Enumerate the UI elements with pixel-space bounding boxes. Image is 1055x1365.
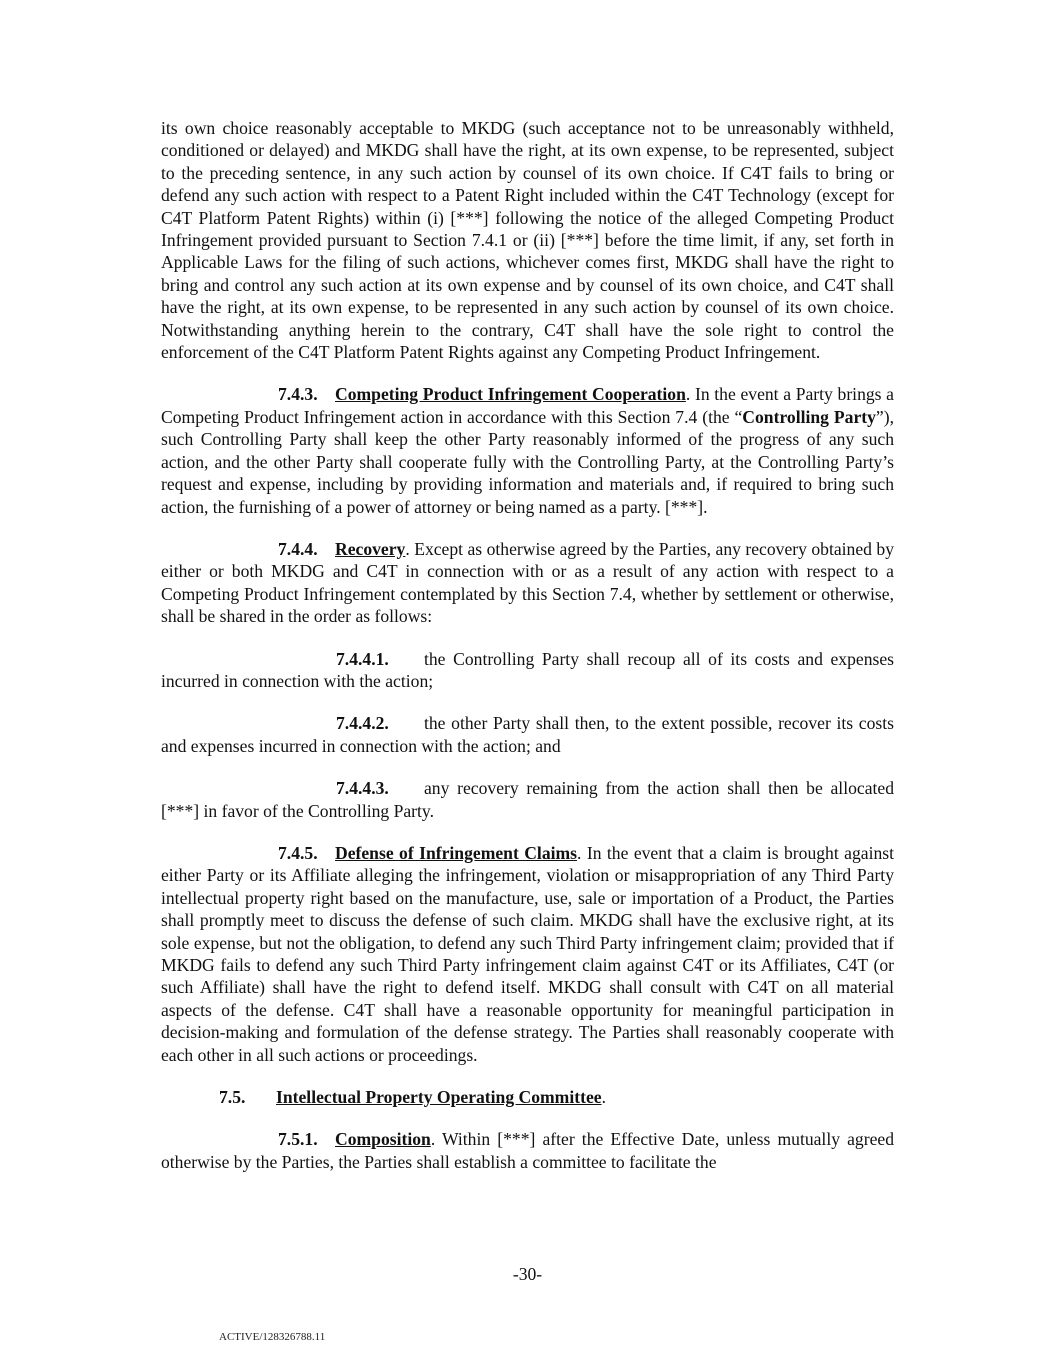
defined-term: Controlling Party (742, 406, 876, 427)
section-7-4-4-1 (161, 648, 894, 693)
section-number: 7.4.4.2. (336, 713, 389, 734)
section-7-4-5 (161, 842, 894, 1066)
page-number: -30- (512, 1264, 543, 1284)
section-text: . In the event that a claim is brought against either Party or its Affiliate alleging the infringement, violation or misappropriation of any Third Party intellectual property right based on the manufacture, use, sale or importation of a Product, the Parties shall promptly meet to discuss the defense of such claim. MKDG shall have the exclusive right, at its sole expense, but not the obligation, to defend any such Third Party infringement claim; provided that if MKDG fails to defend any such Third Party infringement claim against C4T or its Affiliates, C4T (or such Affiliate) shall have the right to defend itself. MKDG shall consult with C4T on all material aspects of the defense. C4T shall have a reasonable opportunity for meaningful participation in decision-making and formulation of the defense strategy. The Parties shall reasonably cooperate with each other in all such actions or proceedings. (161, 842, 894, 1065)
section-number: 7.4.4.3. (336, 778, 389, 799)
section-heading: Recovery (335, 538, 406, 559)
section-number: 7.4.4. (278, 538, 318, 559)
section-number: 7.4.5. (278, 842, 318, 863)
section-heading: Competing Product Infringement Cooperation (335, 384, 686, 405)
section-7-4-3 (161, 383, 894, 517)
section-number: 7.4.4.1. (336, 648, 389, 669)
section-7-5-1 (161, 1128, 894, 1173)
section-number: 7.5.1. (278, 1129, 318, 1150)
section-text: any recovery remaining from the action shall then be allocated [***] in favor of the Controlling Party. (161, 778, 894, 821)
section-text: . In the event a Party brings a Competing Product Infringement action in accordance with this Section 7.4 (the “ (161, 384, 894, 427)
document-id: ACTIVE/128326788.11 (219, 1331, 326, 1343)
paragraph-continuation: its own choice reasonably acceptable to MKDG (such acceptance not to be unreasonably withheld, conditioned or delayed) and MKDG shall have the right, at its own expense, to be represented, subject to the preceding sentence, in any such action by counsel of its own choice. If C4T fails to bring or defend any such action with respect to a Patent Right included within the C4T Technology (except for C4T Platform Patent Rights) within (i) [***] following the notice of the alleged Competing Product Infringement provided pursuant to Section 7.4.1 or (ii) [***] before the time limit, if any, set forth in Applicable Laws for the filing of such actions, whichever comes first, MKDG shall have the right to bring and control any such action at its own expense and by counsel of its own choice, and C4T shall have the right, at its own expense, to be represented in any such action by counsel of its own choice. Notwithstanding anything herein to the contrary, C4T shall have the sole right to control the enforcement of the C4T Platform Patent Rights against any Competing Product Infringement. (161, 118, 894, 363)
section-text: the Controlling Party shall recoup all of its costs and expenses incurred in connection with the action; (161, 648, 894, 691)
section-number: 7.5. (219, 1087, 246, 1108)
section-number: 7.4.3. (278, 384, 318, 405)
section-7-4-4-2 (161, 712, 894, 757)
section-text: . (601, 1087, 606, 1108)
section-7-4-4 (161, 538, 894, 628)
document-page (161, 117, 894, 1193)
section-text: . Except as otherwise agreed by the Parties, any recovery obtained by either or both MKDG and C4T in connection with or as a result of any action with respect to a Competing Product Infringement contemplated by this Section 7.4, whether by settlement or otherwise, shall be shared in the order as follows: (161, 538, 894, 627)
section-heading: Intellectual Property Operating Committee (276, 1087, 602, 1108)
section-7-5 (219, 1086, 894, 1108)
section-heading: Defense of Infringement Claims (335, 842, 578, 863)
section-7-4-4-3 (161, 777, 894, 822)
section-heading: Composition (335, 1129, 431, 1150)
section-text: the other Party shall then, to the extent possible, recover its costs and expenses incurred in connection with the action; and (161, 713, 894, 756)
section-text: . Within [***] after the Effective Date, unless mutually agreed otherwise by the Parties, the Parties shall establish a committee to facilitate the (161, 1129, 894, 1172)
section-text: ”), such Controlling Party shall keep the other Party reasonably informed of the progress of any such action, and the other Party shall cooperate fully with the Controlling Party, at the Controlling Party’s request and expense, including by providing information and materials and, if required to bring such action, the furnishing of a power of attorney or being named as a party. [***]. (161, 406, 894, 517)
